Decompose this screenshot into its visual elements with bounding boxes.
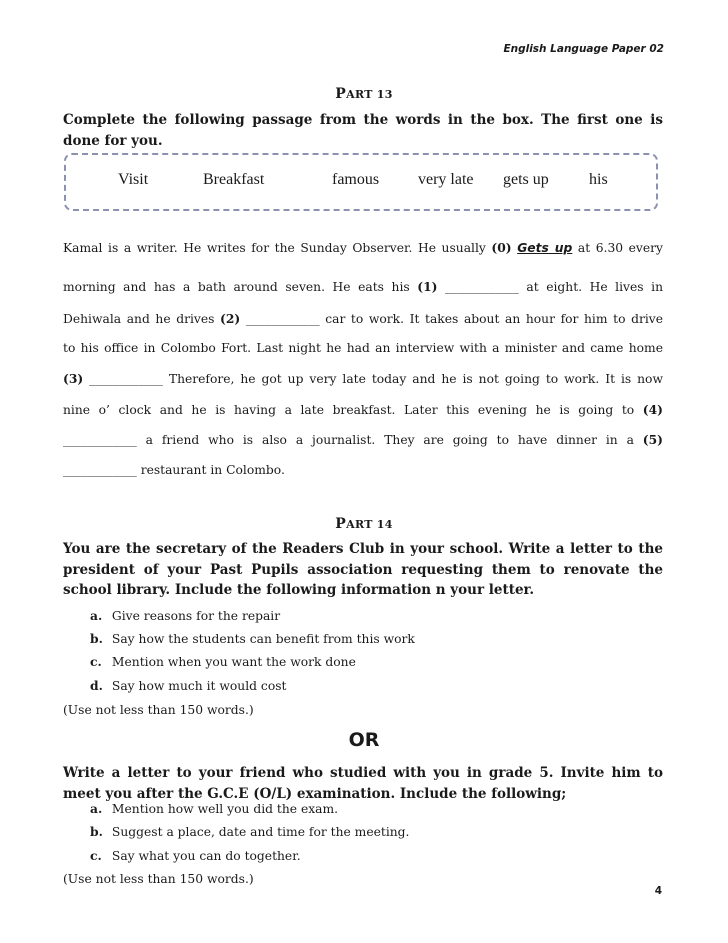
list-item <box>90 824 409 839</box>
part-13-instruction: Complete the following passage from the words in the box. The first one is done for you. <box>63 112 663 149</box>
list-text: Say how the students can benefit from this work <box>111 632 415 646</box>
list-label: b. <box>90 631 103 646</box>
list-item <box>90 678 286 693</box>
part-14-title <box>0 516 728 532</box>
word-box-item: his <box>589 171 608 188</box>
passage-text: Dehiwala and he drives <box>63 312 221 326</box>
list-text: Mention when you want the work done <box>111 655 356 669</box>
part-14-title-initial: P <box>335 516 347 532</box>
part-13-title-rest: ART 13 <box>346 88 393 101</box>
word-box-item: famous <box>332 171 380 188</box>
blank-number: (0) <box>491 240 512 255</box>
passage-line <box>63 432 663 447</box>
passage-line <box>63 371 663 386</box>
part-13-title <box>0 86 728 102</box>
blank-number: (4) <box>642 402 663 417</box>
alternative-instruction: Write a letter to your friend who studied with you in grade 5. Invite him to meet you after the G.C.E (O/L) examination. Include the following; <box>63 765 663 802</box>
page-header: English Language Paper 02 <box>503 43 664 55</box>
list-text: Say how much it would cost <box>111 679 287 693</box>
passage-line <box>63 402 663 417</box>
blank-number: (3) <box>63 371 84 386</box>
list-text: Suggest a place, date and time for the meeting. <box>111 825 410 839</box>
part-14-title-rest: ART 14 <box>346 518 393 531</box>
list-text: Give reasons for the repair <box>111 609 281 623</box>
list-label: c. <box>90 654 102 669</box>
part-13-title-initial: P <box>335 86 347 102</box>
passage-text: nine o’ clock and he is having a late breakfast. Later this evening he is going to <box>63 403 643 417</box>
word-count-note: (Use not less than 150 words.) <box>63 872 254 886</box>
example-answer: Gets up <box>517 241 573 255</box>
or-divider: OR <box>348 729 380 751</box>
list-label: d. <box>90 678 103 693</box>
passage-line <box>63 279 663 294</box>
blank-number: (1) <box>417 279 438 294</box>
passage-text: morning and has a bath around seven. He eats his <box>63 280 418 294</box>
passage-text: ____________ car to work. It takes about an hour for him to drive <box>240 312 663 326</box>
word-count-note: (Use not less than 150 words.) <box>63 703 254 717</box>
list-item <box>90 654 356 669</box>
blank-number: (2) <box>220 311 241 326</box>
word-box-item: gets up <box>503 171 549 188</box>
passage-text: ____________ Therefore, he got up very late today and he is not going to work. It is now <box>83 372 663 386</box>
list-label: c. <box>90 848 102 863</box>
passage-line: ____________ restaurant in Colombo. <box>63 463 285 477</box>
passage-text: ____________ a friend who is also a journalist. They are going to have dinner in a <box>63 433 643 447</box>
list-label: b. <box>90 824 103 839</box>
list-label: a. <box>90 801 103 816</box>
passage-text: ____________ at eight. He lives in <box>437 280 663 294</box>
list-item <box>90 801 338 816</box>
passage-text: Kamal is a writer. He writes for the Sunday Observer. He usually <box>63 241 492 255</box>
list-item <box>90 848 301 863</box>
list-item <box>90 631 415 646</box>
part-14-instruction: You are the secretary of the Readers Club in your school. Write a letter to the president of your Past Pupils association requesting them to renovate the school library. Include the following information n your letter. <box>63 541 663 598</box>
word-box-item: very late <box>418 171 474 188</box>
passage-line: to his office in Colombo Fort. Last night he had an interview with a minister and came home <box>63 341 663 355</box>
page-number: 4 <box>654 885 662 897</box>
passage-line <box>63 240 663 255</box>
word-box-item: Breakfast <box>203 171 265 188</box>
list-label: a. <box>90 608 103 623</box>
word-box-item: Visit <box>118 171 149 188</box>
passage-line <box>63 311 663 326</box>
passage-text: at 6.30 every <box>572 241 663 255</box>
list-text: Say what you can do together. <box>111 849 301 863</box>
blank-number: (5) <box>642 432 663 447</box>
list-item <box>90 608 280 623</box>
list-text: Mention how well you did the exam. <box>111 802 339 816</box>
